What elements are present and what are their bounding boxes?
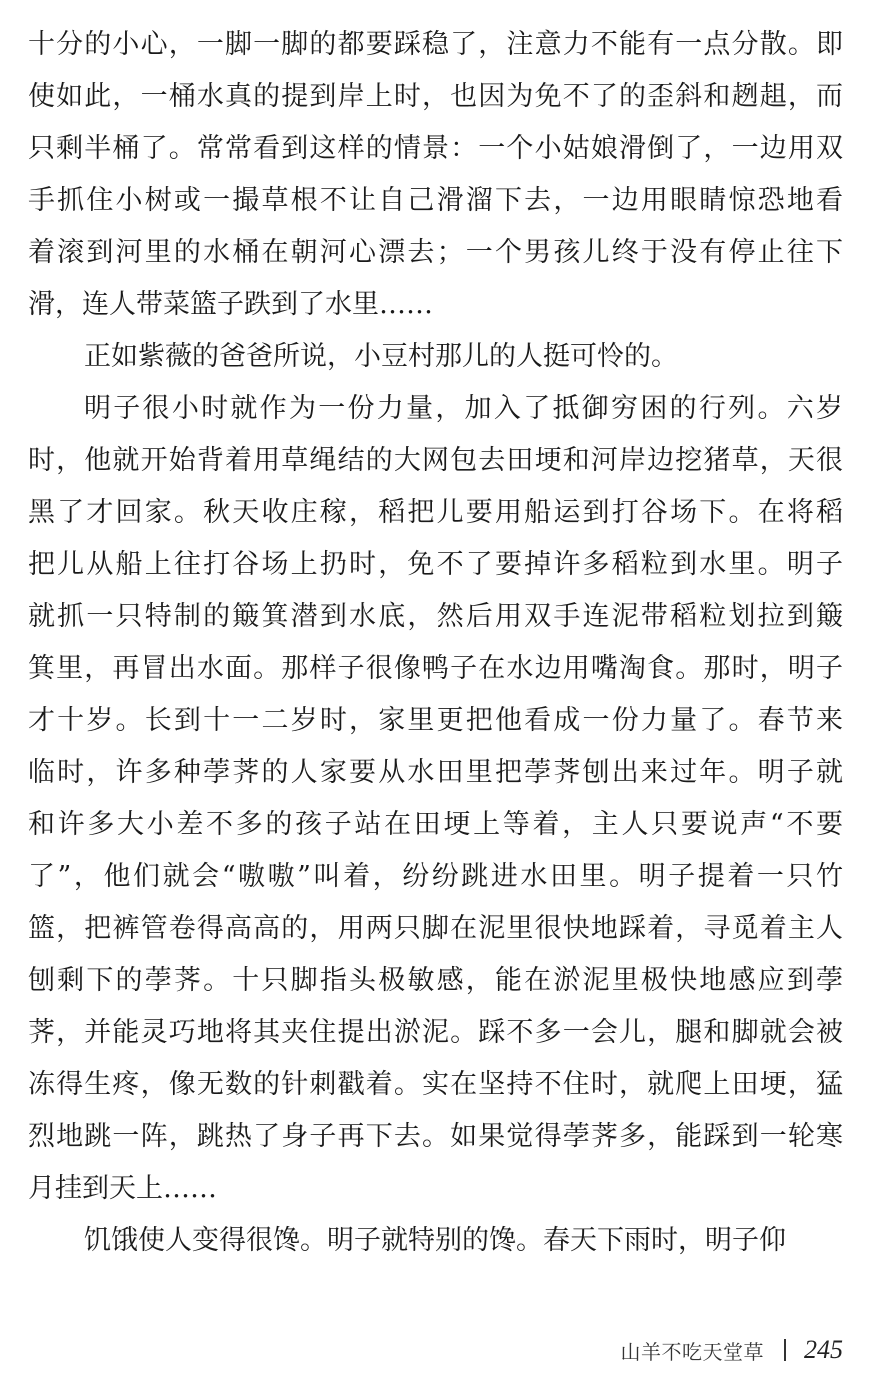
text-line: 黑了才回家。秋天收庄稼，稻把儿要用船运到打谷场下。在将稻: [28, 497, 843, 528]
text-line: 荠，并能灵巧地将其夹住提出淤泥。踩不多一会儿，腿和脚就会被: [28, 1017, 843, 1048]
text-line: 篮，把裤管卷得高高的，用两只脚在泥里很快地踩着，寻觅着主人: [28, 913, 843, 944]
text-line: 才十岁。长到十一二岁时，家里更把他看成一份力量了。春节来: [28, 705, 843, 736]
text-line: 手抓住小树或一撮草根不让自己滑溜下去，一边用眼睛惊恐地看: [28, 185, 843, 216]
text-line: 箕里，再冒出水面。那样子很像鸭子在水边用嘴淘食。那时，明子: [28, 653, 843, 684]
text-line: 饥饿使人变得很馋。明子就特别的馋。春天下雨时，明子仰: [84, 1225, 786, 1256]
paragraph: [28, 331, 843, 383]
text-line: 临时，许多种荸荠的人家要从水田里把荸荠刨出来过年。明子就: [28, 757, 843, 788]
text-line: 明子很小时就作为一份力量，加入了抵御穷困的行列。六岁: [84, 393, 843, 424]
text-line: 冻得生疼，像无数的针刺戳着。实在坚持不住时，就爬上田埂，猛: [28, 1069, 843, 1100]
text-line: 把儿从船上往打谷场上扔时，免不了要掉许多稻粒到水里。明子: [28, 549, 843, 580]
paragraph: [28, 1215, 843, 1267]
text-line: 和许多大小差不多的孩子站在田埂上等着，主人只要说声“不要: [28, 809, 843, 840]
text-line: 只剩半桶了。常常看到这样的情景：一个小姑娘滑倒了，一边用双: [28, 133, 843, 164]
text-line: 正如紫薇的爸爸所说，小豆村那儿的人挺可怜的。: [84, 341, 678, 372]
text-line: 滑，连人带菜篮子跌到了水里……: [28, 289, 433, 320]
text-line: 烈地跳一阵，跳热了身子再下去。如果觉得荸荠多，能踩到一轮寒: [28, 1121, 843, 1152]
text-line: 刨剩下的荸荠。十只脚指头极敏感，能在淤泥里极快地感应到荸: [28, 965, 843, 996]
running-title: 山羊不吃天堂草: [620, 1339, 764, 1364]
page-footer: [621, 1330, 844, 1370]
footer-divider: [784, 1339, 786, 1361]
page-number: 245: [804, 1335, 843, 1364]
paragraph: [28, 19, 843, 331]
text-line: 了”，他们就会“嗷嗷”叫着，纷纷跳进水田里。明子提着一只竹: [28, 861, 843, 892]
paragraph: [28, 383, 843, 1215]
text-line: 月挂到天上……: [28, 1173, 217, 1204]
text-line: 使如此，一桶水真的提到岸上时，也因为免不了的歪斜和趔趄，而: [28, 81, 843, 112]
text-line: 时，他就开始背着用草绳结的大网包去田埂和河岸边挖猪草，天很: [28, 445, 843, 476]
body-text: [28, 19, 843, 1267]
text-line: 就抓一只特制的簸箕潜到水底，然后用双手连泥带稻粒划拉到簸: [28, 601, 843, 632]
text-line: 十分的小心，一脚一脚的都要踩稳了，注意力不能有一点分散。即: [28, 29, 843, 60]
text-line: 着滚到河里的水桶在朝河心漂去；一个男孩儿终于没有停止往下: [28, 237, 843, 268]
